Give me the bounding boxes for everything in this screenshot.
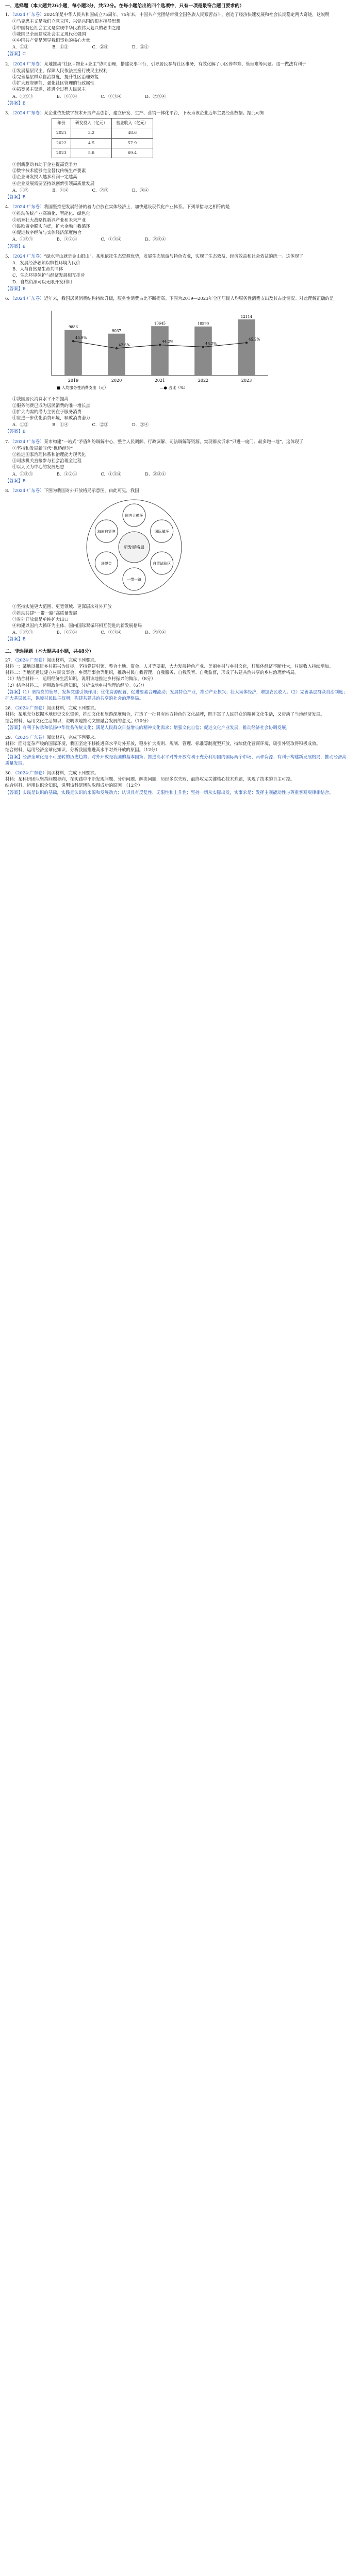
option-item: ①坚持实施更大范围、更宽领域、更深层次对外开放 bbox=[12, 604, 112, 609]
question-source-tag: （2024·广东卷） bbox=[12, 204, 44, 210]
data-table bbox=[52, 118, 153, 158]
question-item bbox=[5, 487, 348, 642]
question-number: 28． bbox=[5, 705, 15, 711]
question-text: 阅读材料，完成下列要求。 bbox=[46, 770, 99, 776]
table-cell: 4.5 bbox=[71, 138, 111, 148]
choice-item: B．①②④ bbox=[56, 93, 77, 99]
share-value-label: 44.2% bbox=[162, 340, 174, 344]
choice-item: C．②③ bbox=[92, 187, 109, 193]
option-item: ①马克思主义是我们立党立国、兴党兴国的根本指导思想 bbox=[12, 19, 121, 24]
long-question-item bbox=[5, 705, 348, 731]
task-text: 结合材料，运用经济全球化知识，分析我国推进高水平对外开放的原因。（12分） bbox=[5, 747, 160, 753]
option-list bbox=[12, 210, 348, 235]
question-source-tag: （2024·广东卷） bbox=[15, 705, 47, 711]
question-item bbox=[5, 61, 348, 106]
share-value-label: 43.2% bbox=[205, 342, 217, 346]
answer-line: 【答案】B bbox=[5, 636, 26, 642]
option-list bbox=[12, 445, 348, 470]
choice-item: B．①②④ bbox=[56, 236, 77, 242]
answer-line: 【答案】B bbox=[5, 243, 26, 249]
long-question-stem bbox=[5, 705, 348, 711]
task-text: （2）结合材料二，运用政治生活知识，分析该地乡村治理的经验。（6分） bbox=[5, 682, 147, 688]
option-item: ②数字技术能够完全替代传统生产要素 bbox=[12, 168, 86, 174]
table-cell: 69.4 bbox=[112, 148, 153, 158]
question-text: 阅读材料，完成下列要求。 bbox=[46, 735, 99, 740]
choice-item: D．②③④ bbox=[145, 236, 166, 242]
table-cell: 营业收入（亿元） bbox=[112, 118, 153, 128]
table-cell: 2022 bbox=[52, 138, 71, 148]
choice-item: A．①②③ bbox=[12, 236, 33, 242]
question-text: 下图为我国对外开放格局示意图。由此可见，我国 bbox=[44, 487, 139, 493]
option-item: ③扩大内需的潜力主要在于服务消费 bbox=[12, 409, 81, 414]
task-text: （1）结合材料一，运用经济生活知识，说明该地推进乡村振兴的做法。（8分） bbox=[5, 676, 156, 682]
choice-item: B．①②④ bbox=[56, 630, 77, 635]
question-item bbox=[5, 438, 348, 484]
diagram-svg bbox=[26, 496, 242, 599]
option-list bbox=[12, 161, 348, 187]
option-item: ③鼓励资金脱实向虚，扩大金融自我循环 bbox=[12, 223, 90, 229]
option-item: ②推进国家治理体系和治理能力现代化 bbox=[12, 451, 86, 457]
choice-row bbox=[12, 471, 348, 477]
option-item: ④促进数字经济与实体经济深度融合 bbox=[12, 230, 81, 235]
choice-row bbox=[12, 421, 348, 428]
question-item bbox=[5, 253, 348, 292]
bar bbox=[194, 327, 212, 376]
question-text: 某市构建“一站式”矛盾纠纷调解中心，整合人民调解、行政调解、司法调解等资源，实现群众诉求“只进一扇门、最多跑一地”。这体现了 bbox=[44, 438, 304, 444]
option-item: ④应进一步优化消费环境，释放消费潜力 bbox=[12, 415, 90, 420]
task-text: 结合材料，运用文化生活知识，说明该地推动文旅融合发展的意义。（10分） bbox=[5, 718, 151, 723]
question-stem bbox=[5, 295, 348, 301]
option-list bbox=[12, 67, 348, 93]
node-label: 国际循环 bbox=[154, 530, 169, 534]
table-cell: 3.2 bbox=[71, 128, 111, 138]
choice-item: D．②③④ bbox=[145, 93, 166, 99]
option-item: ②中国特色社会主义是实现中华民族伟大复兴的必由之路 bbox=[12, 25, 121, 30]
option-item: ②培育壮大战略性新兴产业和未来产业 bbox=[12, 217, 86, 223]
x-tick-label: 2022 bbox=[198, 378, 209, 383]
option-item: ④拓宽民主渠道，推进全过程人民民主 bbox=[12, 87, 86, 92]
option-item: ③我国已全面建成社会主义现代化强国 bbox=[12, 31, 86, 37]
x-tick-label: 2023 bbox=[241, 378, 252, 383]
choice-row bbox=[12, 93, 348, 99]
question-source-tag: （2024·广东卷） bbox=[12, 253, 44, 259]
share-point bbox=[159, 344, 161, 346]
bar bbox=[108, 334, 125, 376]
bar-value-label: 9037 bbox=[112, 329, 121, 333]
choice-item: D．③④ bbox=[132, 44, 149, 50]
question-number: 27． bbox=[5, 657, 15, 663]
share-value-label: 45.9% bbox=[75, 336, 87, 341]
option-item: ①坚持和发展新时代“枫桥经验” bbox=[12, 445, 73, 451]
share-value-label: 42.6% bbox=[119, 343, 130, 348]
option-item: ①创新驱动有助于企业提高竞争力 bbox=[12, 162, 77, 167]
question-text: 我国坚持把发展经济的着力点放在实体经济上，加快建设现代化产业体系。下列举措与之相符的是 bbox=[44, 204, 230, 210]
question-number: 8． bbox=[5, 487, 12, 493]
choice-item: D．②③④ bbox=[145, 471, 166, 477]
question-text: 近年来，我国居民消费结构持续升级，服务性消费占比不断提高。下图为2019—2023年全国居民人均服务性消费支出及其占比情况。对此理解正确的是 bbox=[44, 295, 334, 301]
question-item bbox=[5, 110, 348, 200]
question-source-tag: （2024·广东卷） bbox=[12, 110, 44, 116]
answer-line: 【答案】B bbox=[5, 429, 26, 434]
material-text: 材料：某科研团队坚持问题导向，在实践中不断发现问题、分析问题、解决问题，历经多次失败，最终攻克关键核心技术难题，实现了技术的自主可控。 bbox=[5, 776, 295, 782]
option-item: ①发展基层民主，保障人民依法直接行使民主权利 bbox=[12, 67, 108, 73]
material-text: 材料二：当地还通过建立村民议事会、乡贤理事会等组织，推动村民自我管理、自我服务、自我教育、自我监督，形成了共建共治共享的乡村治理新格局。 bbox=[5, 670, 299, 675]
option-item: ②完善基层群众自治制度，提升社区治理效能 bbox=[12, 74, 99, 80]
option-item: ③对外开放就是单纯扩大出口 bbox=[12, 616, 69, 622]
choice-item: A．①② bbox=[12, 44, 29, 50]
question-source-tag: （2024·广东卷） bbox=[12, 12, 44, 18]
choice-item: B．①④ bbox=[52, 187, 69, 193]
answer-line: 【答案】C bbox=[5, 51, 26, 57]
share-point bbox=[202, 346, 204, 348]
x-tick-label: 2021 bbox=[154, 378, 166, 383]
choice-row bbox=[12, 629, 348, 635]
question-text: 2024年是中华人民共和国成立75周年。75年来，中国共产党团结带领全国各族人民艰苦奋斗，创造了经济快速发展和社会长期稳定两大奇迹，这说明 bbox=[44, 12, 330, 18]
question-number: 6． bbox=[5, 295, 12, 301]
question-stem bbox=[5, 110, 348, 116]
section-1-title: 一、选择题（本大题共26小题，每小题2分，共52分。在每小题给出的四个选项中，只有一项是最符合题目要求的） bbox=[5, 4, 244, 9]
option-list bbox=[12, 18, 348, 43]
option-list bbox=[12, 260, 348, 285]
choice-row bbox=[12, 187, 348, 193]
question-text: 阅读材料，完成下列要求。 bbox=[46, 705, 99, 711]
long-question-stem bbox=[5, 770, 348, 776]
answer-line: 【答案】B bbox=[5, 285, 26, 291]
section-2-title: 二、非选择题（本大题共4小题，共48分） bbox=[5, 649, 94, 654]
material-text: 材料：某地充分挖掘本地历史文化资源，推动文化和旅游深度融合，打造了一批具有地方特色的文化品牌，既丰富了人民群众的精神文化生活，又带动了当地经济发展。 bbox=[5, 711, 325, 717]
choice-item: A．①② bbox=[12, 187, 29, 193]
choice-item: C．①③④ bbox=[101, 236, 122, 242]
long-question-list bbox=[5, 657, 348, 795]
question-stem bbox=[5, 253, 348, 259]
share-point bbox=[245, 342, 248, 344]
option-item: ①推动传统产业高端化、智能化、绿色化 bbox=[12, 211, 90, 216]
choice-item: D．③④ bbox=[132, 422, 149, 428]
choice-item: B．①③ bbox=[52, 44, 69, 50]
choice-row bbox=[12, 236, 348, 242]
bar-value-label: 10645 bbox=[154, 321, 166, 326]
question-item bbox=[5, 204, 348, 249]
choice-item: B．①②④ bbox=[56, 471, 77, 477]
question-number: 5． bbox=[5, 253, 12, 259]
question-number: 29． bbox=[5, 735, 15, 740]
legend-entry: —● 占比（%） bbox=[160, 385, 188, 391]
question-number: 2． bbox=[5, 61, 12, 66]
question-stem bbox=[5, 438, 348, 445]
node-label: 海南自贸港 bbox=[97, 530, 116, 534]
open-pattern-diagram bbox=[26, 496, 348, 600]
question-stem bbox=[5, 61, 348, 67]
option-item: ④以人民为中心的发展思想 bbox=[12, 464, 64, 470]
long-question-item bbox=[5, 770, 348, 795]
question-stem bbox=[5, 204, 348, 210]
option-item: B．人与自然是生命共同体 bbox=[12, 266, 63, 272]
node-label: 国内大循环 bbox=[125, 514, 143, 518]
choice-item: A．①② bbox=[12, 422, 29, 428]
choice-item: A．①②③ bbox=[12, 630, 33, 635]
long-question-stem bbox=[5, 734, 348, 740]
question-source-tag: （2024·广东卷） bbox=[12, 487, 44, 493]
bar-value-label: 10590 bbox=[197, 321, 209, 326]
choice-item: C．①③④ bbox=[101, 471, 122, 477]
answer-line: 【答案】有利于传承和弘扬中华优秀传统文化；满足人民群众日益增长的精神文化需求；增强文化自信；促进文化产业发展，推动经济社会协调发展。 bbox=[5, 724, 290, 730]
bar bbox=[151, 326, 169, 376]
answer-line: 【答案】经济全球化是不可逆转的历史趋势；对外开放是我国的基本国策；推进高水平对外开放有利于充分利用国内国际两个市场、两种资源；有利于构建新发展格局，推动经济高质量发展。 bbox=[5, 754, 347, 766]
question-number: 3． bbox=[5, 110, 12, 116]
option-item: ③司法机关直接参与社会治理全过程 bbox=[12, 458, 81, 464]
bar-value-label: 9886 bbox=[69, 325, 78, 330]
question-item bbox=[5, 11, 348, 57]
table-cell: 48.6 bbox=[112, 128, 153, 138]
choice-item: C．①③④ bbox=[101, 93, 122, 99]
table-cell: 57.9 bbox=[112, 138, 153, 148]
question-text: “绿水青山就是金山银山”。某地依托生态资源优势，发展生态旅游与特色农业，实现了生态效益、经济效益和社会效益的统一。这体现了 bbox=[44, 253, 304, 259]
x-tick-label: 2019 bbox=[68, 378, 79, 383]
material-text: 材料一：某地以推进乡村振兴为目标，坚持党建引领，整合土地、资金、人才等要素，大力发展特色产业、美丽乡村与乡村文化，村集体经济不断壮大，村民收入持续增加。 bbox=[5, 664, 334, 669]
share-value-label: 45.2% bbox=[249, 337, 260, 342]
option-item: ④企业发展需要坚持以创新引领高质量发展 bbox=[12, 180, 95, 186]
x-tick-label: 2020 bbox=[111, 378, 122, 383]
question-text: 某企业依托数字技术开展产品创新，建立研发、生产、营销一体化平台，下表为该企业近年主要经营数据。据此可知 bbox=[44, 110, 265, 116]
chart-figure bbox=[26, 303, 348, 393]
long-question-stem bbox=[5, 657, 348, 663]
bar bbox=[238, 319, 255, 376]
question-source-tag: （2024·广东卷） bbox=[12, 61, 44, 66]
multiple-choice-list bbox=[5, 11, 348, 642]
node-label: 一带一路 bbox=[127, 578, 141, 582]
question-source-tag: （2024·广东卷） bbox=[12, 438, 44, 444]
question-number: 1． bbox=[5, 12, 12, 18]
service-consumption-chart bbox=[26, 303, 294, 391]
question-number: 4． bbox=[5, 204, 12, 210]
table-cell: 5.8 bbox=[71, 148, 111, 158]
choice-item: D．②③④ bbox=[145, 630, 166, 635]
task-text: 结合材料，运用认识论知识，说明该科研团队取得成功的原因。（12分） bbox=[5, 783, 143, 788]
question-number: 30． bbox=[5, 770, 15, 776]
option-item: ②服务消费已成为居民消费的唯一增长点 bbox=[12, 402, 90, 408]
table-cell: 2021 bbox=[52, 128, 71, 138]
answer-line: 【答案】B bbox=[5, 100, 26, 106]
option-item: D．自然资源可以无限开发利用 bbox=[12, 279, 72, 284]
choice-item: D．③④ bbox=[132, 187, 149, 193]
question-source-tag: （2024·广东卷） bbox=[15, 735, 47, 740]
choice-row bbox=[12, 44, 348, 50]
center-label: 新发展格局 bbox=[124, 545, 144, 550]
material-text: 材料：面对复杂严峻的国际环境，我国坚定不移推进高水平对外开放，稳步扩大规则、规制、管理、标准等制度型开放，持续优化营商环境，吸引外资取得积极成效。 bbox=[5, 741, 321, 747]
option-item: ③扩大政府职能，强化社区管理的行政属性 bbox=[12, 80, 95, 86]
share-point bbox=[72, 340, 74, 342]
option-list bbox=[12, 396, 348, 421]
question-number: 7． bbox=[5, 438, 12, 444]
node-label: 自贸试验区 bbox=[153, 562, 171, 566]
option-item: A．发展经济必须以牺牲环境为代价 bbox=[12, 260, 80, 265]
choice-item: C．②④ bbox=[92, 44, 109, 50]
question-text: 阅读材料，完成下列要求。 bbox=[46, 657, 99, 663]
question-stem bbox=[5, 487, 348, 494]
answer-line: 【答案】实践是认识的基础，实践是认识的来源和发展动力；认识具有反复性、无限性和上升性；坚持一切从实际出发，实事求是；发挥主观能动性与尊重客观规律相结合。 bbox=[5, 789, 334, 795]
answer-line: 【答案】B bbox=[5, 478, 26, 483]
option-item: ②推动共建“一带一路”高质量发展 bbox=[12, 610, 77, 616]
table-cell: 2023 bbox=[52, 148, 71, 158]
bar-value-label: 12114 bbox=[240, 315, 253, 319]
question-item bbox=[5, 295, 348, 435]
table-cell: 研发投入（亿元） bbox=[71, 118, 111, 128]
question-source-tag: （2024·广东卷） bbox=[12, 295, 44, 301]
share-point bbox=[116, 347, 118, 349]
answer-line: 【答案】（1）坚持党的领导，发挥党建引领作用；优化资源配置，促进要素合理流动；发展特色产业，推动产业振兴；壮大集体经济，增加农民收入。（2）完善基层群众自治制度；扩大基层民主，保障村民民主权利；构建共建共治共享的社会治理格局。 bbox=[5, 689, 348, 701]
legend-entry: ■ 人均服务性消费支出（元） bbox=[57, 385, 108, 391]
option-item: ③企业研发投入越多利润一定越高 bbox=[12, 174, 77, 180]
option-item: ④构建以国内大循环为主体、国内国际双循环相互促进的新发展格局 bbox=[12, 622, 142, 628]
option-list bbox=[12, 603, 348, 629]
question-stem bbox=[5, 11, 348, 18]
choice-item: C．②③ bbox=[92, 422, 109, 428]
option-item: C．生态环境保护与经济发展相互排斥 bbox=[12, 273, 85, 278]
option-item: ④中国共产党是领导我们事业的核心力量 bbox=[12, 38, 90, 43]
choice-item: A．①②③ bbox=[12, 471, 33, 477]
choice-item: B．①④ bbox=[52, 422, 69, 428]
table-cell: 年份 bbox=[52, 118, 71, 128]
answer-line: 【答案】B bbox=[5, 194, 26, 200]
question-source-tag: （2024·广东卷） bbox=[15, 657, 47, 663]
long-question-item bbox=[5, 657, 348, 701]
node-label: 进博会 bbox=[101, 562, 112, 566]
question-text: 某地推动“社区+物业+业主”协同治理，搭建议事平台，引导居民参与社区事务，有效化解了小区停车难、管理难等问题。这一做法有利于 bbox=[44, 61, 306, 66]
choice-item: A．①②③ bbox=[12, 93, 33, 99]
long-question-item bbox=[5, 734, 348, 766]
choice-item: C．①③④ bbox=[101, 630, 122, 635]
option-item: ①我国居民消费水平不断提高 bbox=[12, 396, 69, 402]
exam-sheet bbox=[5, 2, 348, 799]
question-source-tag: （2024·广东卷） bbox=[15, 770, 47, 776]
